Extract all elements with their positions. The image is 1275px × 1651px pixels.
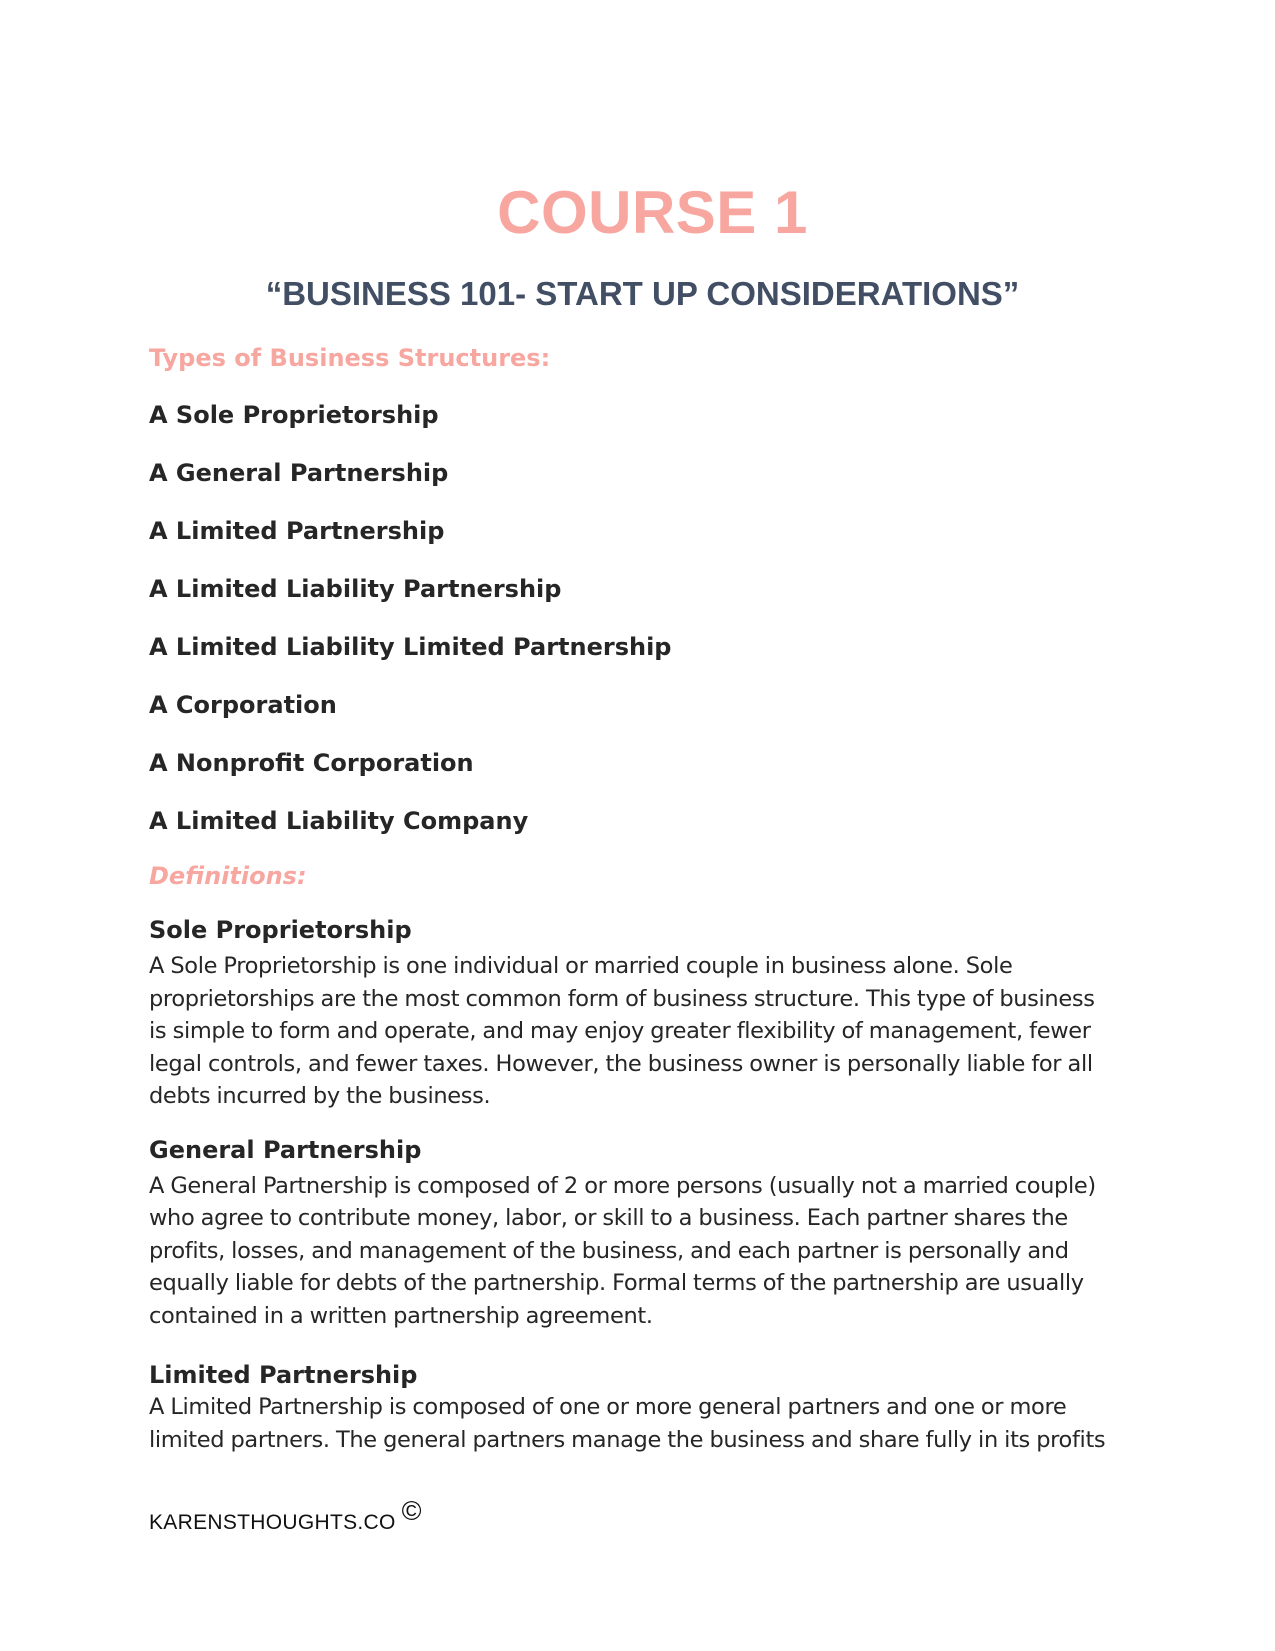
definition-title: General Partnership <box>149 1135 422 1164</box>
structure-item-llp: A Limited Liability Partnership <box>149 575 562 603</box>
definition-limited-partnership <box>149 1359 1134 1456</box>
definition-body <box>149 1170 1134 1333</box>
definition-general-partnership <box>149 1134 1134 1333</box>
structure-item-limited-partnership: A Limited Partnership <box>149 517 445 545</box>
structure-item-sole-proprietorship: A Sole Proprietorship <box>149 401 439 429</box>
definition-sole-proprietorship <box>149 914 1134 1113</box>
document-content <box>149 342 1134 1456</box>
definition-line: equally liable for debts of the partnership. Formal terms of the partnership are usually <box>149 1270 1084 1296</box>
structure-item-nonprofit-corporation: A Nonprofit Corporation <box>149 749 474 777</box>
course-subtitle: “BUSINESS 101- START UP CONSIDERATIONS” <box>265 275 1020 312</box>
definitions-heading: Definitions: <box>149 862 307 890</box>
definition-line: is simple to form and operate, and may enjoy greater flexibility of management, fewer <box>149 1018 1091 1044</box>
definition-line: contained in a written partnership agreement. <box>149 1302 653 1329</box>
definition-title: Limited Partnership <box>149 1361 418 1389</box>
definition-line: limited partners. The general partners manage the business and share fully in its profits <box>149 1426 1106 1453</box>
structure-item-general-partnership: A General Partnership <box>149 459 449 487</box>
definition-line: proprietorships are the most common form of business structure. This type of business <box>149 985 1095 1012</box>
definition-line: profits, losses, and management of the business, and each partner is personally and <box>149 1237 1069 1264</box>
course-title: COURSE 1 <box>497 179 808 246</box>
definition-line: legal controls, and fewer taxes. However, the business owner is personally liable for all <box>149 1050 1093 1077</box>
footer-site-name: KARENSTHOUGHTS.CO <box>149 1511 396 1534</box>
copyright-icon: © <box>401 1496 422 1526</box>
definition-line: A Limited Partnership is composed of one or more general partners and one or more <box>149 1394 1067 1420</box>
structures-heading: Types of Business Structures: <box>149 344 551 372</box>
definition-line: A General Partnership is composed of 2 or more persons (usually not a married couple) <box>149 1172 1096 1199</box>
definition-line: who agree to contribute money, labor, or skill to a business. Each partner shares the <box>149 1205 1068 1231</box>
structure-item-llc: A Limited Liability Company <box>149 807 529 835</box>
structure-item-lllp: A Limited Liability Limited Partnership <box>149 633 672 661</box>
definition-title: Sole Proprietorship <box>149 916 412 944</box>
footer <box>149 1496 422 1536</box>
definition-body <box>149 1391 1134 1456</box>
definition-line: A Sole Proprietorship is one individual or married couple in business alone. Sole <box>149 953 1013 979</box>
definition-body <box>149 950 1134 1113</box>
structure-list <box>149 399 1134 837</box>
structure-item-corporation: A Corporation <box>149 691 337 719</box>
definition-line: debts incurred by the business. <box>149 1083 491 1109</box>
